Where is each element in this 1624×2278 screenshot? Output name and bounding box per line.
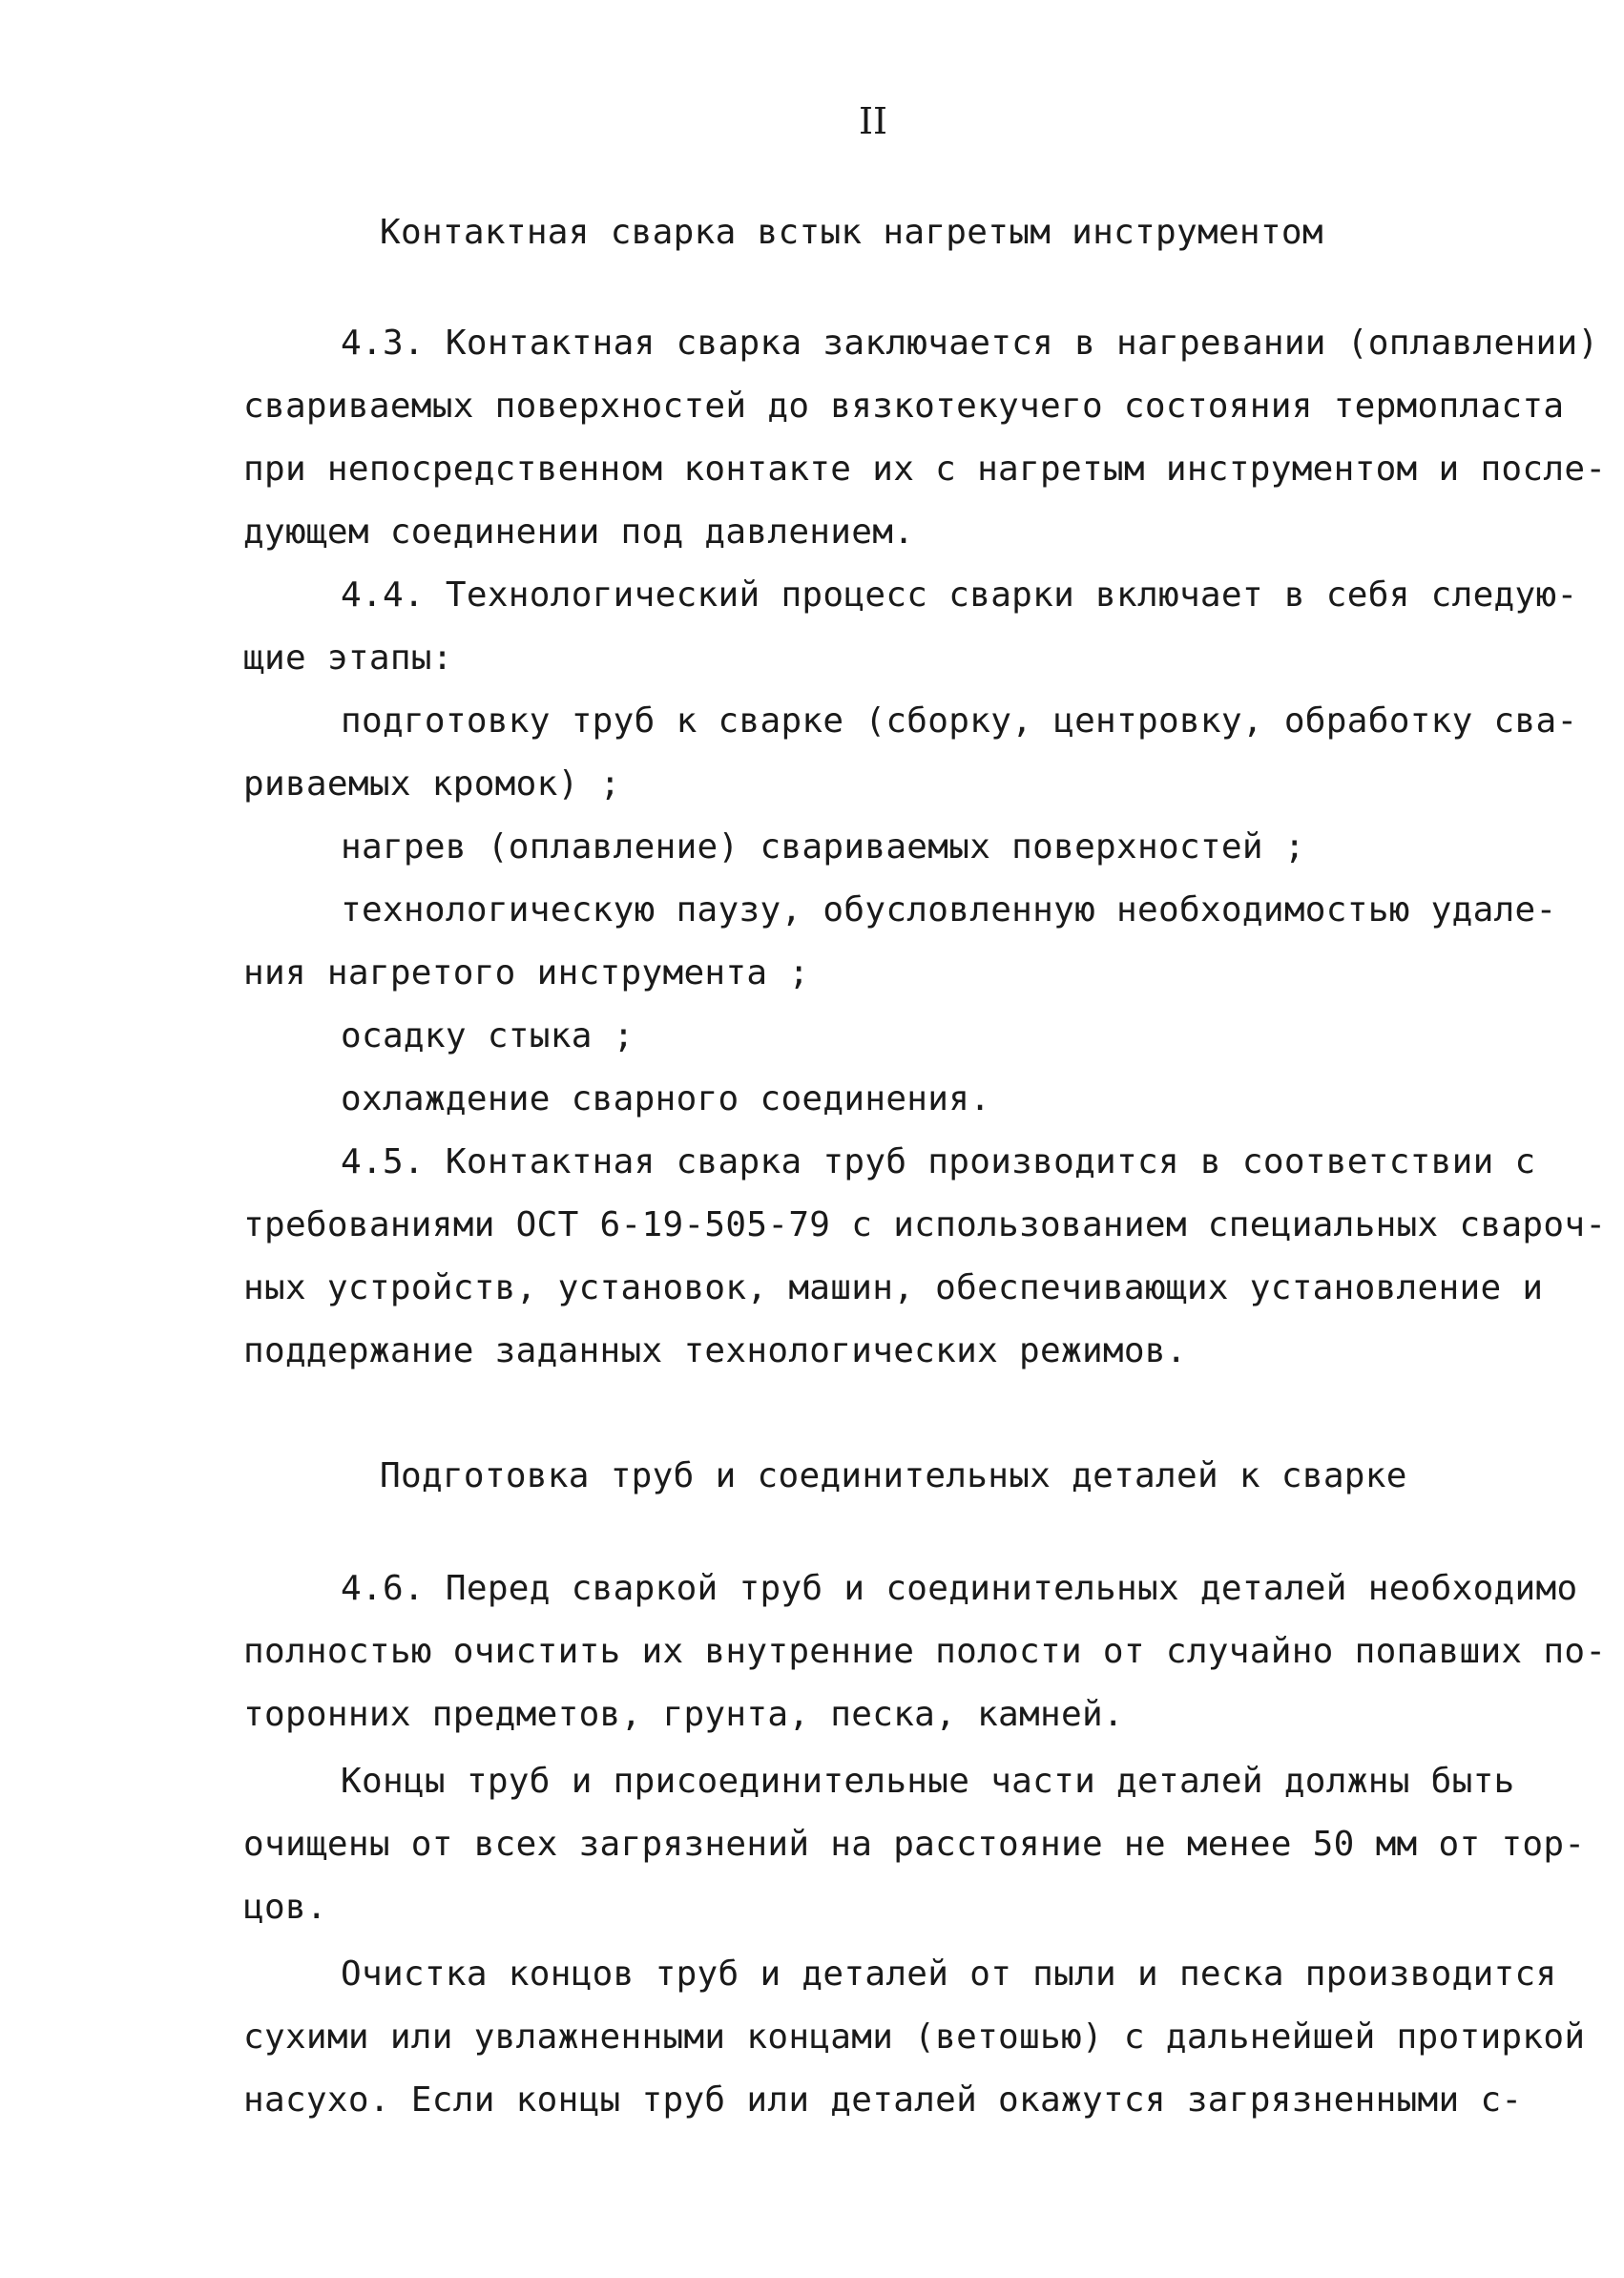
paragraph-line: цов. — [243, 1888, 327, 1927]
paragraph-line: 4.3. Контактная сварка заключается в нагревании (оплавлении) — [341, 324, 1599, 363]
paragraph-line: щие этапы: — [243, 638, 453, 678]
list-item: осадку стыка ; — [341, 1016, 635, 1055]
list-item: нагрев (оплавление) свариваемых поверхностей ; — [341, 827, 1305, 867]
paragraph-line: очищены от всех загрязнений на расстояние не менее 50 мм от тор- — [243, 1825, 1586, 1864]
paragraph-line: 4.4. Технологический процесс сварки включает в себя следую- — [341, 575, 1578, 615]
paragraph-line: свариваемых поверхностей до вязкотекучего состояния термопласта — [243, 387, 1565, 426]
paragraph-line: насухо. Если концы труб или деталей окажутся загрязненными с- — [243, 2080, 1523, 2120]
paragraph-line: при непосредственном контакте их с нагретым инструментом и после- — [243, 449, 1607, 489]
paragraph-line: полностью очистить их внутренние полости от случайно попавших по- — [243, 1632, 1607, 1671]
paragraph-line: торонних предметов, грунта, песка, камней. — [243, 1695, 1124, 1734]
list-item: ния нагретого инструмента ; — [243, 953, 810, 993]
list-item: технологическую паузу, обусловленную необходимостью удале- — [341, 890, 1557, 930]
paragraph-line: требованиями ОСТ 6-19-505-79 с использованием специальных свароч- — [243, 1205, 1607, 1244]
list-item: подготовку труб к сварке (сборку, центровку, обработку сва- — [341, 701, 1578, 741]
paragraph-line: Очистка концов труб и деталей от пыли и песка производится — [341, 1954, 1557, 1994]
paragraph-line: поддержание заданных технологических режимов. — [243, 1331, 1187, 1370]
paragraph-line: сухими или увлажненными концами (ветошью) с дальнейшей протиркой — [243, 2017, 1586, 2057]
list-item: охлаждение сварного соединения. — [341, 1079, 991, 1118]
section-heading: Подготовка труб и соединительных деталей к сварке — [380, 1456, 1407, 1495]
section-heading: Контактная сварка встык нагретым инструментом — [380, 213, 1323, 252]
page-number: II — [859, 100, 888, 142]
paragraph-line: 4.5. Контактная сварка труб производится в соответствии с — [341, 1142, 1536, 1181]
paragraph-line: ных устройств, установок, машин, обеспечивающих установление и — [243, 1268, 1544, 1307]
paragraph-line: 4.6. Перед сваркой труб и соединительных деталей необходимо — [341, 1569, 1578, 1608]
paragraph-line: дующем соединении под давлением. — [243, 512, 915, 552]
paragraph-line: Концы труб и присоединительные части деталей должны быть — [341, 1762, 1515, 1801]
list-item: риваемых кромок) ; — [243, 764, 621, 804]
